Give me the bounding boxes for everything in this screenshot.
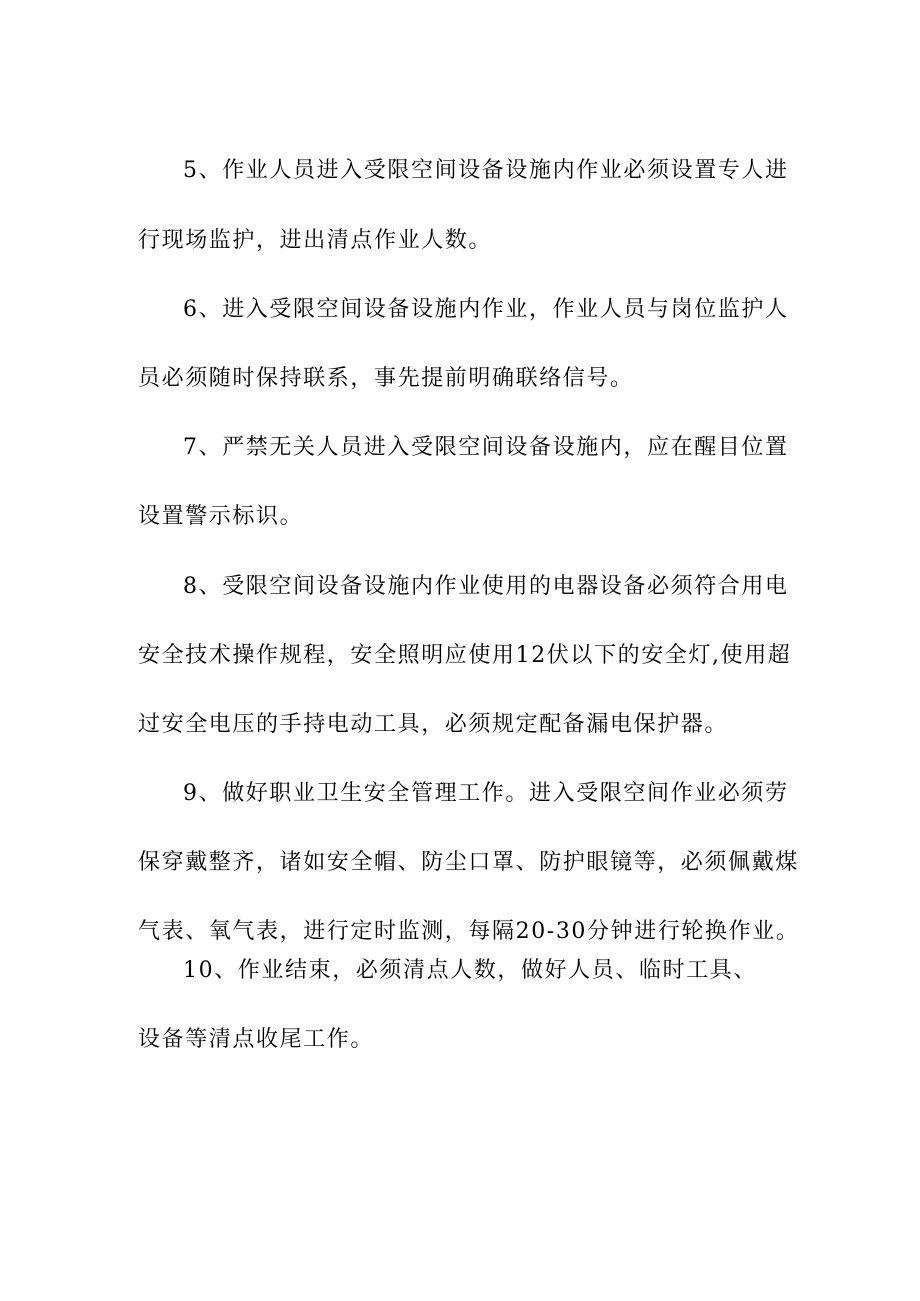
paragraph-9-line-2: 保穿戴整齐，诸如安全帽、防尘口罩、防护眼镜等，必须佩戴煤 xyxy=(138,850,799,875)
paragraph-8-line-3: 过安全电压的手持电动工具，必须规定配备漏电保护器。 xyxy=(138,712,729,737)
paragraph-10-line-2: 设备等清点收尾工作。 xyxy=(138,1027,375,1052)
paragraph-9-line-1: 9、做好职业卫生安全管理工作。进入受限空间作业必须劳 xyxy=(183,781,789,806)
paragraph-8-line-1: 8、受限空间设备设施内作业使用的电器设备必须符合用电 xyxy=(183,574,789,599)
paragraph-6-line-2: 员必须随时保持联系，事先提前明确联络信号。 xyxy=(138,366,634,391)
paragraph-8-line-2: 安全技术操作规程，安全照明应使用12伏以下的安全灯,使用超 xyxy=(138,643,792,668)
paragraph-5-line-2: 行现场监护，进出清点作业人数。 xyxy=(138,228,493,253)
paragraph-7-line-2: 设置警示标识。 xyxy=(138,504,304,529)
paragraph-5-line-1: 5、作业人员进入受限空间设备设施内作业必须设置专人进 xyxy=(183,158,789,183)
paragraph-9-line-3: 气表、氧气表，进行定时监测，每隔20-30分钟进行轮换作业。 xyxy=(138,919,800,944)
paragraph-10-line-1: 10、作业结束，必须清点人数，做好人员、临时工具、 xyxy=(183,958,757,983)
paragraph-6-line-1: 6、进入受限空间设备设施内作业，作业人员与岗位监护人 xyxy=(183,297,789,322)
paragraph-7-line-1: 7、严禁无关人员进入受限空间设备设施内，应在醒目位置 xyxy=(183,435,789,460)
